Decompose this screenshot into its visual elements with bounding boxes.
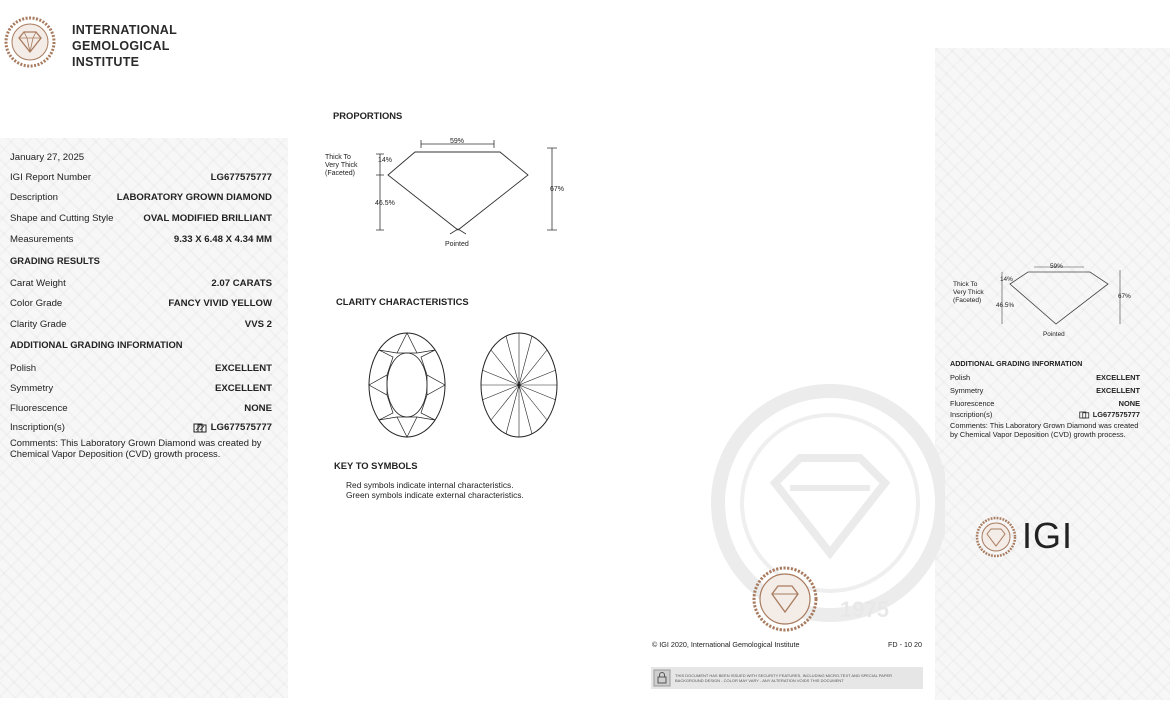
security-text-line2: BACKGROUND DESIGN - COLOR MAY VARY - ANY ALTERATION VOIDS THIS DOCUMENT <box>675 678 844 683</box>
side-symmetry-row <box>950 386 1140 395</box>
clarity-row <box>10 319 272 330</box>
side-inscription-label: Inscription(s) <box>950 410 993 419</box>
side-fluorescence-value: NONE <box>1118 399 1140 408</box>
side-igi-wordmark: IGI <box>1022 515 1074 556</box>
form-code: FD - 10 20 <box>888 640 922 649</box>
proportions-heading: PROPORTIONS <box>333 110 403 121</box>
side-girdle-line3: (Faceted) <box>953 297 982 304</box>
report-number-value: LG677575777 <box>210 172 272 183</box>
side-symmetry-label: Symmetry <box>950 386 984 395</box>
inscription-value: LG677575777 <box>210 422 272 433</box>
description-value: LABORATORY GROWN DIAMOND <box>116 192 272 203</box>
comments-text: Comments: This Laboratory Grown Diamond was created by Chemical Vapor Deposition (CVD) growth process. <box>10 437 262 459</box>
side-igi-seal-icon <box>975 516 1017 558</box>
copyright-text: © IGI 2020, International Gemological Institute <box>652 640 800 649</box>
fluorescence-row <box>10 403 272 414</box>
side-polish-label: Polish <box>950 373 971 382</box>
key-line-red: Red symbols indicate internal characteristics. <box>346 480 514 490</box>
side-culet-label: Pointed <box>1043 331 1065 338</box>
shape-row <box>10 213 272 224</box>
key-line-green: Green symbols indicate external characteristics. <box>346 490 524 500</box>
side-inscription-icon <box>1079 411 1091 419</box>
pavilion-percent: 46.5% <box>375 200 395 207</box>
girdle-line2: Very Thick <box>325 162 358 169</box>
measurements-row <box>10 234 272 245</box>
fluorescence-value: NONE <box>244 403 272 414</box>
girdle-label <box>325 154 358 178</box>
lock-icon <box>653 669 671 687</box>
security-text <box>675 673 892 683</box>
side-pavilion-percent: 46.5% <box>996 302 1015 309</box>
shape-label: Shape and Cutting Style <box>10 213 114 224</box>
side-girdle-line1: Thick To <box>953 281 978 288</box>
color-value: FANCY VIVID YELLOW <box>168 298 272 309</box>
polish-value: EXCELLENT <box>214 363 272 374</box>
shape-value: OVAL MODIFIED BRILLIANT <box>143 213 272 224</box>
report-number-label: IGI Report Number <box>10 172 92 183</box>
measurements-value: 9.33 X 6.48 X 4.34 MM <box>173 234 272 245</box>
depth-percent: 67% <box>550 186 565 193</box>
watermark-seal <box>705 378 945 628</box>
table-percent: 59% <box>450 138 465 145</box>
symmetry-row <box>10 383 272 394</box>
color-row <box>10 298 272 309</box>
institute-name <box>72 22 177 70</box>
side-table-percent: 59% <box>1050 263 1063 270</box>
institute-name-line3: INSTITUTE <box>72 55 140 69</box>
girdle-line3: (Faceted) <box>325 170 355 177</box>
crown-percent: 14% <box>378 157 393 164</box>
institute-name-line1: INTERNATIONAL <box>72 23 178 37</box>
side-crown-percent: 14% <box>1000 276 1013 283</box>
side-fluorescence-label: Fluorescence <box>950 399 995 408</box>
key-to-symbols-heading: KEY TO SYMBOLS <box>334 460 418 471</box>
side-proportions-diagram <box>990 262 1130 334</box>
side-inscription-row <box>950 410 1140 419</box>
symmetry-value: EXCELLENT <box>214 383 272 394</box>
carat-label: Carat Weight <box>10 278 66 289</box>
side-depth-percent: 67% <box>1118 293 1131 300</box>
proportions-diagram <box>370 130 570 240</box>
carat-value: 2.07 CARATS <box>211 278 272 289</box>
side-inscription-value: LG677575777 <box>1092 410 1140 419</box>
report-date: January 27, 2025 <box>10 152 85 163</box>
description-row <box>10 192 272 203</box>
girdle-line1: Thick To <box>325 154 351 161</box>
inscription-icon <box>193 423 209 433</box>
side-girdle-label <box>953 281 984 305</box>
side-symmetry-value: EXCELLENT <box>1096 386 1140 395</box>
description-label: Description <box>10 192 58 203</box>
security-strip <box>651 667 923 689</box>
side-inscription-value-group <box>1079 410 1140 419</box>
inscription-value-group <box>193 422 272 433</box>
side-fluorescence-row <box>950 399 1140 408</box>
security-text-line1: THIS DOCUMENT HAS BEEN ISSUED WITH SECURITY FEATURES, INCLUDING MICRO-TEXT AND SPECIAL PAPER <box>675 673 893 678</box>
fluorescence-label: Fluorescence <box>10 403 68 414</box>
clarity-label: Clarity Grade <box>10 319 67 330</box>
report-number-row <box>10 172 272 183</box>
side-polish-row <box>950 373 1140 382</box>
clarity-value: VVS 2 <box>244 319 272 330</box>
additional-grading-heading: ADDITIONAL GRADING INFORMATION <box>10 339 183 350</box>
carat-row <box>10 278 272 289</box>
clarity-plot-crown-view <box>366 330 448 440</box>
inscription-label: Inscription(s) <box>10 422 65 433</box>
clarity-plot-pavilion-view <box>478 330 560 440</box>
watermark-year: 1975 <box>840 597 889 622</box>
footer-seal-icon <box>752 566 818 632</box>
grading-results-heading: GRADING RESULTS <box>10 255 100 266</box>
side-polish-value: EXCELLENT <box>1096 373 1140 382</box>
culet-label: Pointed <box>445 241 469 248</box>
inscription-row <box>10 422 272 433</box>
measurements-label: Measurements <box>10 234 74 245</box>
side-additional-heading: ADDITIONAL GRADING INFORMATION <box>950 359 1083 368</box>
side-girdle-line2: Very Thick <box>953 289 984 296</box>
color-label: Color Grade <box>10 298 63 309</box>
polish-label: Polish <box>10 363 37 374</box>
side-comments: Comments: This Laboratory Grown Diamond was created by Chemical Vapor Deposition (CVD) growth process. <box>950 421 1139 439</box>
clarity-characteristics-heading: CLARITY CHARACTERISTICS <box>336 296 469 307</box>
institute-name-line2: GEMOLOGICAL <box>72 39 170 53</box>
polish-row <box>10 363 272 374</box>
symmetry-label: Symmetry <box>10 383 54 394</box>
igi-seal-logo <box>4 16 56 68</box>
